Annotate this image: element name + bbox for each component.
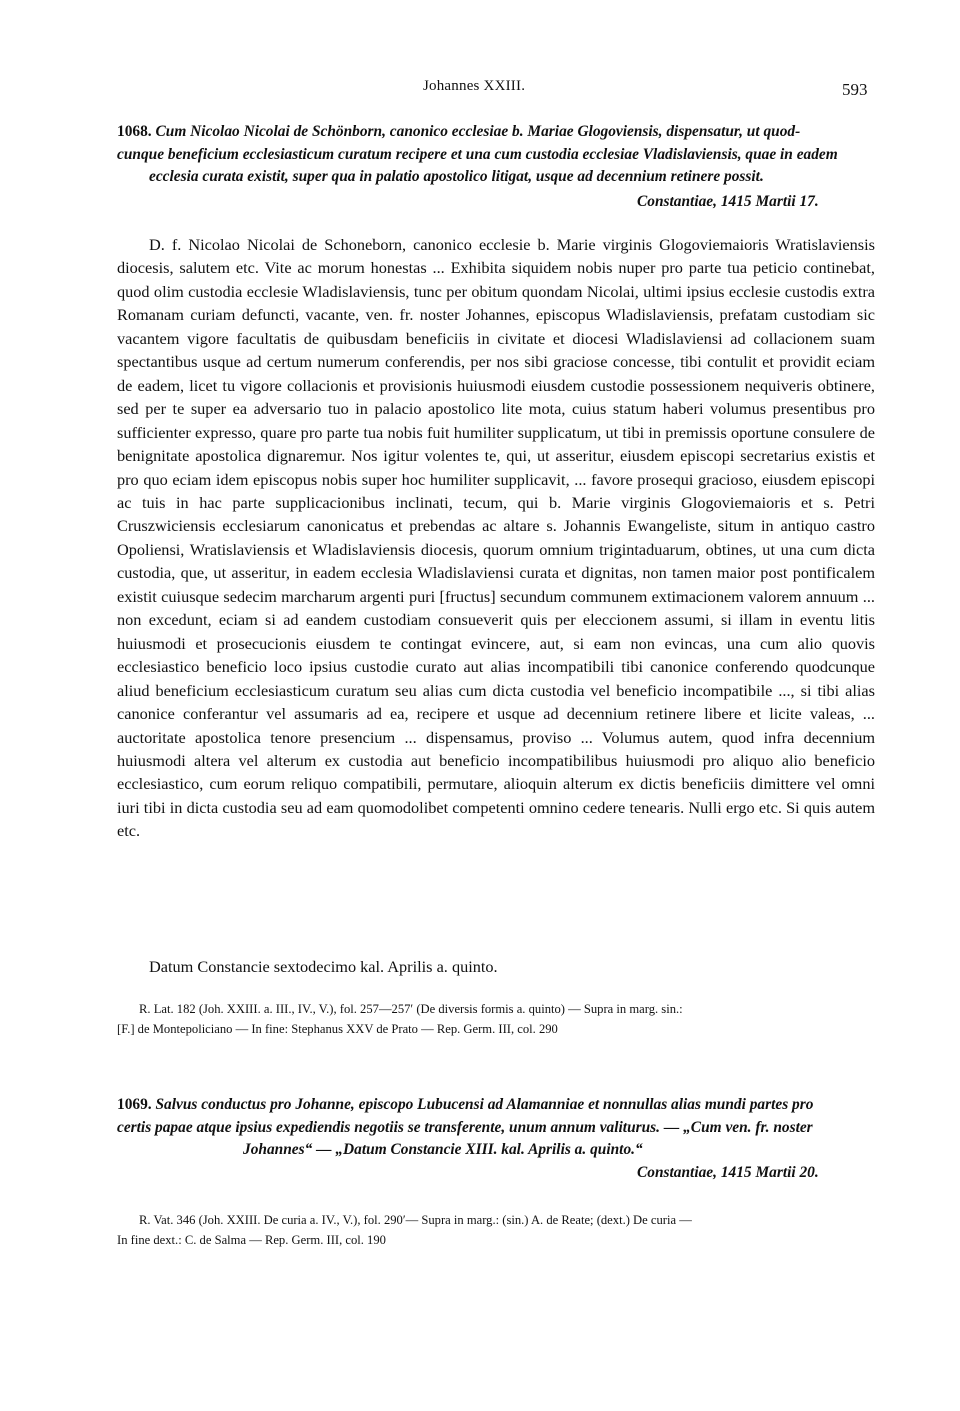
entry-1069-regest-line-3: Johannes“ — „Datum Constancie XIII. kal. Aprilis a. quinto.“ bbox=[243, 1141, 643, 1159]
entry-1069-regest bbox=[117, 1094, 865, 1162]
entry-1068-dateline: Constantiae, 1415 Martii 17. bbox=[637, 193, 819, 210]
entry-1069-number: 1069. bbox=[117, 1096, 152, 1113]
entry-1068-source-note bbox=[117, 997, 877, 1041]
entry-1068-regest-line-2: cunque beneficium ecclesiasticum curatum recipere et una cum custodia ecclesiae Vladislaviensis, quae in eadem bbox=[117, 145, 838, 163]
entry-1069-source-line-2: In fine dext.: C. de Salma — Rep. Germ. III, col. 190 bbox=[117, 1233, 386, 1247]
entry-1068-body-paragraph: D. f. Nicolao Nicolai de Schoneborn, canonico ecclesie b. Marie virginis Glogoviemaioris Wratislaviensis diocesis, salutem etc. Vite ac morum honestas ... Exhibita siquidem nobis nuper pro parte tua peticio continebat, quod olim custodia ecclesie Wladislaviensis, tunc per obitum quondam Nicolai, ultimi ipsius ecclesie custodis extra Romanam curiam defuncti, vacante, ven. fr. noster Johannes, episcopus Wladislaviensis, prefatam custodiam sic vacantem vigore facultatis de quibusdam beneficiis in civitate et diocesi Wladislaviensi ad collacionem suam spectantibus usque ad certum numerum conferendis, per nos sibi graciose concesse, tibi contulit et providit eciam de eadem, licet tu vigore collacionis et provisionis huiusmodi eiusdem custodie possessionem nequiveris obtinere, sed per te super ea adversario tuo in palacio apostolico lite mota, cuius statum haberi volumus presentibus pro sufficienter expresso, quare pro parte tua nobis fuit humiliter supplicatum, ut tibi in premissis oportune consulere de benignitate apostolica dignaremur. Nos igitur volentes te, qui, ut asseritur, eiusdem episcopi secretarius existis et pro quo eciam idem episcopus nobis super hoc humiliter supplicavit, ... favore prosequi gracioso, eiusdem episcopi ac tuis in hac parte supplicacionibus inclinati, tecum, qui b. Marie virginis Glogoviemaioris et s. Petri Cruszwiciensis ecclesiarum canonicatus et prebendas ac altare s. Johannis Ewangeliste, situm in antiquo castro Opoliensi, Wratislaviensis et Wladislaviensis diocesis, quorum omnium trigintaduarum, obtines, ut una cum dicta custodia, que, ut asseritur, in eadem ecclesia Wladislaviensi curata et dignitas, non tamen maior post pontificalem existit cuiusque sedecim marcharum argenti puri [fructus] secundum communem extimacionem valorem annuum ... non excedunt, eciam si ad eandem custodiam consueverit quis per eleccionem assumi, si illam in eventu litis huiusmodi et prosecucionis eiusdem te contingat evincere, aut, si eam non evincas, una cum alio quovis ecclesiastico beneficio loco ipsius custodie curato aut alias incompatibili tibi canonice conferendo quodcunque aliud beneficium ecclesiasticum curatum seu alias cum dicta custodia vel beneficio incompatibile ..., si tibi alias canonice conferantur vel assumaris ad ea, recipere et usque ad decennium retinere libere et licite valeas, ... auctoritate apostolica tenore presencium ... dispensamus, proviso ... Volumus autem, quod infra decennium huiusmodi altera vel alterum ex custodia aut beneficio incompatibilibus huiusmodi pro aliquo alio beneficio ecclesiastico, cum eorum reliquo compatibili, permutare, alioquin alterum ex dictis beneficiis dimittere vel omni iuri tibi in dicta custodia seu ad eam quomodolibet competenti omnino cedere tenearis. Nulli ergo etc. Si quis autem etc. bbox=[117, 235, 875, 841]
entry-1068-regest bbox=[117, 121, 865, 189]
entry-1069-dateline: Constantiae, 1415 Martii 20. bbox=[637, 1164, 819, 1181]
entry-1068-text bbox=[117, 233, 875, 843]
entry-1068-number: 1068. bbox=[117, 123, 152, 140]
entry-1069-regest-line-1: Salvus conductus pro Johanne, episcopo Lubucensi ad Alamanniae et nonnullas alias mundi partes pro bbox=[155, 1096, 814, 1113]
entry-1069-regest-line-2: certis papae atque ipsius expediendis negotiis se transferente, unum annum valiturus. — „Cum ven. fr. noster bbox=[117, 1118, 813, 1136]
running-head bbox=[0, 78, 960, 102]
entry-1068-source-line-2: [F.] de Montepoliciano — In fine: Stephanus XXV de Prato — Rep. Germ. III, col. 290 bbox=[117, 1022, 558, 1036]
entry-1069-source-note bbox=[117, 1208, 877, 1252]
running-title: Johannes XXIII. bbox=[423, 78, 526, 94]
entry-1069-source-line-1: R. Vat. 346 (Joh. XXIII. De curia a. IV., V.), fol. 290′— Supra in marg.: (sin.) A. de Reate; (dext.) De curia — bbox=[139, 1213, 692, 1227]
entry-1068-source-line-1: R. Lat. 182 (Joh. XXIII. a. III., IV., V.), fol. 257—257′ (De diversis formis a. quinto) — Supra in marg. sin.: bbox=[139, 1002, 683, 1016]
entry-1068-regest-line-1: Cum Nicolao Nicolai de Schönborn, canonico ecclesiae b. Mariae Glogoviensis, dispensatur, ut quod- bbox=[155, 123, 801, 140]
entry-1068-regest-line-3: ecclesia curata existit, super qua in palatio apostolico litigat, usque ad decennium retinere possit. bbox=[149, 168, 764, 186]
page-number: 593 bbox=[842, 80, 868, 99]
entry-1068-datum: Datum Constancie sextodecimo kal. Aprilis a. quinto. bbox=[149, 957, 498, 976]
